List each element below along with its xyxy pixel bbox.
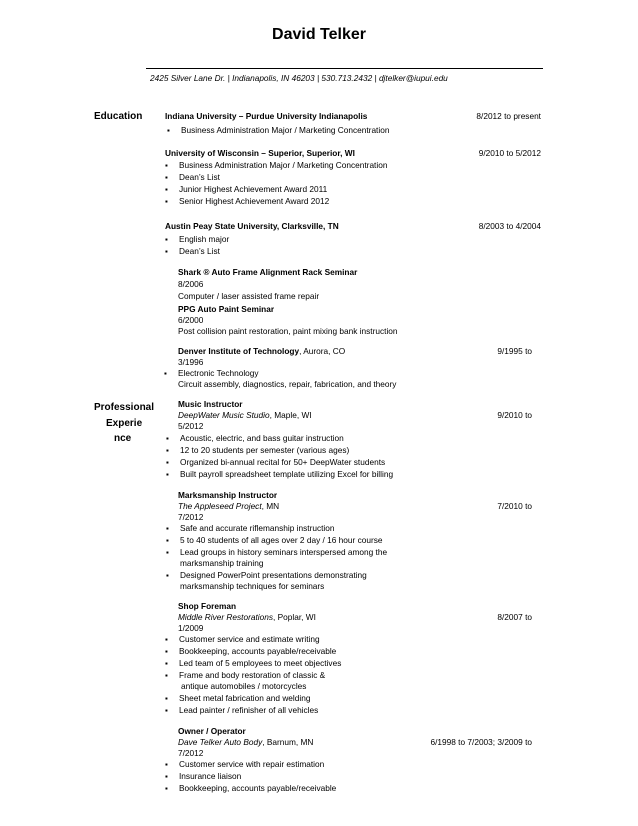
seminar-title: PPG Auto Paint Seminar: [178, 304, 275, 314]
employer-location: , Maple, WI: [269, 410, 312, 420]
education-bullet: ▪ English major: [179, 234, 229, 245]
header-divider: [146, 68, 543, 69]
job-bullet: ▪ Acoustic, electric, and bass guitar instruction: [180, 433, 344, 444]
job-end-date: 7/2012: [178, 748, 204, 758]
school-name: Indiana University – Purdue University Indianapolis: [165, 111, 368, 121]
job-bullet: ▪ Customer service with repair estimation: [179, 759, 324, 770]
job-employer: [178, 612, 316, 623]
school-entry: [178, 346, 345, 357]
employer-location: , MN: [261, 501, 280, 511]
seminar-date: 6/2000: [178, 315, 204, 325]
education-bullet: ▪ Dean’s List: [179, 246, 220, 257]
school-name: University of Wisconsin – Superior, Superior, WI: [165, 148, 355, 158]
job-bullet: ▪ Bookkeeping, accounts payable/receivable: [179, 646, 336, 657]
school-name: Denver Institute of Technology: [178, 346, 300, 356]
job-bullet: ▪ 5 to 40 students of all ages over 2 day / 16 hour course: [180, 535, 382, 546]
school-end-date: 3/1996: [178, 357, 204, 367]
job-bullet: ▪ Frame and body restoration of classic &: [179, 670, 325, 681]
school-name: Austin Peay State University, Clarksville, TN: [165, 221, 339, 231]
resume-name: David Telker: [272, 26, 366, 43]
job-bullet: ▪ Safe and accurate riflemanship instruction: [180, 523, 335, 534]
job-dates: 8/2007 to: [497, 612, 532, 622]
education-bullet: ▪ Electronic Technology: [178, 368, 259, 379]
employer-location: , Barnum, MN: [262, 737, 314, 747]
school-location: , Aurora, CO: [299, 346, 346, 356]
job-dates: 9/2010 to: [497, 410, 532, 420]
job-bullet: ▪ Bookkeeping, accounts payable/receivable: [179, 783, 336, 794]
job-bullet: ▪ Built payroll spreadsheet template utilizing Excel for billing: [180, 469, 393, 480]
job-end-date: 5/2012: [178, 421, 204, 431]
employer-location: , Poplar, WI: [273, 612, 316, 622]
job-bullet-continuation: marksmanship techniques for seminars: [180, 581, 325, 591]
job-dates: 7/2010 to: [497, 501, 532, 511]
education-bullet: ▪ Senior Highest Achievement Award 2012: [179, 196, 329, 207]
seminar-description: Computer / laser assisted frame repair: [178, 291, 320, 301]
experience-heading-line: Experie: [106, 418, 143, 429]
job-title: Shop Foreman: [178, 601, 237, 611]
job-bullet: ▪ Organized bi-annual recital for 50+ DeepWater students: [180, 457, 385, 468]
seminar-description: Post collision paint restoration, paint mixing bank instruction: [178, 326, 398, 336]
education-bullet: ▪ Business Administration Major / Marketing Concentration: [181, 125, 389, 136]
education-bullet: ▪ Dean’s List: [179, 172, 220, 183]
job-title: Owner / Operator: [178, 726, 246, 736]
education-bullet: ▪ Business Administration Major / Marketing Concentration: [179, 160, 387, 171]
job-end-date: 7/2012: [178, 512, 204, 522]
employer-name: Middle River Restorations: [178, 612, 273, 622]
job-bullet: ▪ Customer service and estimate writing: [179, 634, 320, 645]
job-bullet: ▪ Led team of 5 employees to meet objectives: [179, 658, 341, 669]
job-bullet: ▪ Lead groups in history seminars interspersed among the: [180, 547, 387, 558]
job-end-date: 1/2009: [178, 623, 204, 633]
job-bullet: ▪ Sheet metal fabrication and welding: [179, 693, 310, 704]
employer-name: The Appleseed Project: [178, 501, 262, 511]
school-dates: 8/2003 to 4/2004: [478, 221, 541, 231]
school-description: Circuit assembly, diagnostics, repair, fabrication, and theory: [178, 379, 397, 389]
job-title: Marksmanship Instructor: [178, 490, 278, 500]
job-bullet: ▪ Designed PowerPoint presentations demonstrating: [180, 570, 367, 581]
experience-heading-line: Professional: [94, 402, 155, 413]
job-dates: 6/1998 to 7/2003; 3/2009 to: [430, 737, 532, 747]
contact-line: 2425 Silver Lane Dr. | Indianapolis, IN 46203 | 530.713.2432 | djtelker@iupui.edu: [150, 73, 448, 83]
job-employer: [178, 501, 279, 512]
school-dates: 9/2010 to 5/2012: [478, 148, 541, 158]
school-dates: 8/2012 to present: [476, 111, 541, 121]
employer-name: Dave Telker Auto Body: [178, 737, 263, 747]
job-bullet: ▪ 12 to 20 students per semester (various ages): [180, 445, 349, 456]
experience-heading-line: nce: [114, 433, 132, 444]
job-title: Music Instructor: [178, 399, 243, 409]
seminar-title: Shark ® Auto Frame Alignment Rack Seminar: [178, 267, 358, 277]
seminar-date: 8/2006: [178, 279, 204, 289]
job-bullet-continuation: marksmanship training: [180, 558, 264, 568]
job-bullet-continuation: antique automobiles / motorcycles: [181, 681, 307, 691]
school-dates: 9/1995 to: [497, 346, 532, 356]
employer-name: DeepWater Music Studio: [178, 410, 270, 420]
education-bullet: ▪ Junior Highest Achievement Award 2011: [179, 184, 327, 195]
job-employer: [178, 410, 312, 421]
education-heading: Education: [94, 111, 143, 122]
job-employer: [178, 737, 313, 748]
job-bullet: ▪ Lead painter / refinisher of all vehicles: [179, 705, 318, 716]
job-bullet: ▪ Insurance liaison: [179, 771, 241, 782]
